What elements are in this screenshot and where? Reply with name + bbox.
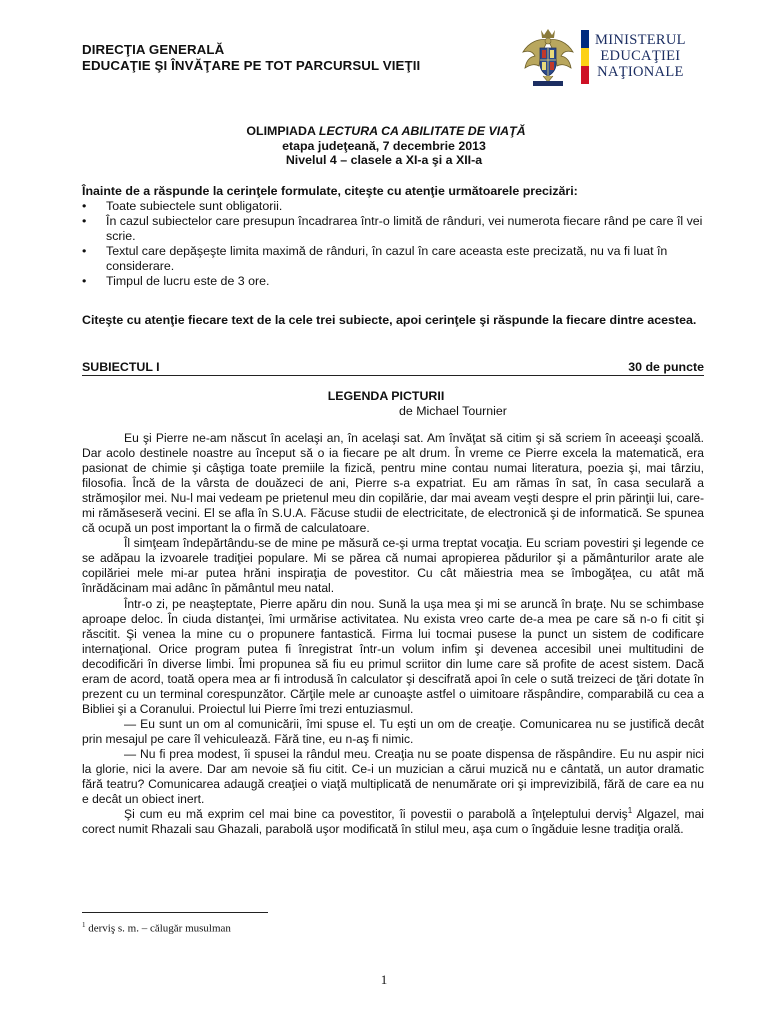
ministry-name-line-3: NAŢIONALE — [597, 64, 684, 80]
footnote-text: derviş s. m. – călugăr musulman — [85, 922, 231, 935]
olympiad-title: OLIMPIADA LECTURA CA ABILITATE DE VIAŢĂ — [246, 124, 526, 138]
list-item: • Textul care depăşeşte limita maximă de rânduri, în cazul în care aceasta este precizată, nu va fi luat în considerare. — [82, 244, 668, 273]
list-item: • În cazul subiectelor care presupun încadrarea într-o limită de rânduri, vei numerota fiecare rând pe care îl vei scrie. — [82, 214, 703, 243]
romanian-flag-icon — [581, 30, 589, 84]
bullet-icon: • — [82, 199, 87, 213]
bullet-icon: • — [82, 244, 87, 258]
text-author: de Michael Tournier — [399, 404, 507, 418]
footnote — [82, 918, 231, 936]
paragraph: — Eu sunt un om al comunicării, îmi spuse el. Tu eşti un om de creaţie. Comunicarea nu se justifică decât prin mesajul pe care îl vehiculează. Fără tine, eu n-aş fi nimic. — [82, 716, 704, 746]
ministry-name-line-2: EDUCAŢIEI — [600, 48, 681, 64]
reading-instruction: Citeşte cu atenţie fiecare text de la cele trei subiecte, apoi cerinţele şi răspunde la fiecare dintre acestea. — [82, 313, 697, 327]
paragraph: Într-o zi, pe neaşteptate, Pierre apăru din nou. Sună la uşa mea şi mi se aruncă în braţe. Nu se schimbase aproape deloc. În ciuda distanţei, îmi urmărise activitatea. Nu exista vreo carte de-a mea pe care să n-o fi citit şi răscitit. Şi venea la mine cu o propunere fantastică. Firma lui tocmai pusese la punct un sistem de codificare internaţional. Orice program putea fi înregistrat într-un volum infim şi devenea accesibil unei multitudini de decodificări în diverse limbi. Îmi propunea să fiu eu primul scriitor din lume care să profite de acest sistem. Dacă eram de acord, toată opera mea ar fi introdusă în calculator şi descifrată apoi în cele o sută treizeci de ţări dotate în prezent cu un terminal corespunzător. Cărţile mele ar cunoaşte astfel o uimitoare răspândire, comparabilă cu cea a Bibliei şi a Coranului. Proiectul lui Pierre îmi trezi entuziasmul. — [82, 596, 704, 716]
list-item: • Toate subiectele sunt obligatorii. — [82, 199, 283, 213]
bullet-icon: • — [82, 214, 87, 228]
paragraph: Îl simţeam îndepărtându-se de mine pe măsură ce-şi urma treptat vocaţia. Eu scriam povestiri şi legende ce se adăpau la izvoarele tradiţiei populare. Mi se părea că numai apropierea pădurilor şi a pământurilor arate ale copilăriei mele mi-ar putea hrăni inspiraţia de povestitor. Cu cât măiestria mea se îmbogăţea, cu atât mă înrădăcinam mai adânc în pământul meu natal. — [82, 536, 704, 596]
instructions-intro: Înainte de a răspunde la cerinţele formulate, citeşte cu atenţie următoarele precizări: — [82, 184, 578, 198]
paragraph: Eu şi Pierre ne-am născut în acelaşi an, în acelaşi sat. Am învăţat să citim şi să scriem în aceeaşi şcoală. Dar acolo destinele noastre au început să o ia fiecare pe alt drum. În vreme ce Pierre excela la matematică, era pasionat de chimie şi câştiga toate premiile la fizică, pentru mine contau numai literatura, poezia şi, mai târziu, filosofia. Încă de la vârsta de douăzeci de ani, Pierre s-a expatriat. Eu am rămas în sat, în casa seculară a strămoşilor mei. Nu-l mai vedeam pe prietenul meu din copilărie, dar mai aveam veşti despre el prin părinţii lui, care-mi rămăseseră vecini. El se afla în S.U.A. Făcuse studii de electricitate, de electronică şi de informatică. Se spunea că ocupă un post important la o firmă de calculatoare. — [82, 431, 704, 536]
instructions-list — [82, 199, 704, 289]
instructions — [82, 184, 704, 289]
stage-date: etapa judeţeană, 7 decembrie 2013 — [282, 138, 486, 153]
coat-of-arms-icon — [519, 26, 577, 88]
header-line-1: DIRECŢIA GENERALĂ — [82, 42, 225, 57]
paragraph: — Nu fi prea modest, îi spusei la rândul meu. Creaţia nu se poate dispensa de răspândire. Eu nu aspir nici la glorie, nici la avere. Dar am nevoie să fiu citit. Ce-i un muzician a cărui muzică nu e cântată, un autor dramatic fără teatru? Comunicarea adaugă creaţiei o viaţă multiplicată de nenumărate ori şi imprevizibilă, fără de care ea nu e decât un obiect inert. — [82, 746, 704, 807]
list-item: • Timpul de lucru este de 3 ore. — [82, 274, 270, 288]
ministry-logo — [519, 26, 715, 90]
paragraph: Şi cum eu mă exprim cel mai bine ca povestitor, îi povestii o parabolă a înţeleptului derviş$^1$ Algazel, mai corect numit Rhazali sau Ghazali, parabolă uşor modificată în stilul meu, aşa cum o îngăduie lesne tradiţia orală. — [82, 806, 704, 837]
subject-heading — [82, 360, 704, 376]
story-text — [82, 431, 704, 837]
ministry-directorate-header — [82, 42, 420, 74]
subject-points: 30 de puncte — [628, 360, 704, 374]
footnote-separator — [82, 912, 268, 913]
header-line-2: EDUCAŢIE ŞI ÎNVĂŢARE PE TOT PARCURSUL VIEŢII — [82, 58, 421, 73]
olympiad-title-block — [0, 124, 768, 168]
bullet-icon: • — [82, 274, 87, 288]
footnote-reference: 1 — [627, 806, 633, 816]
level-classes: Nivelul 4 – clasele a XI-a şi a XII-a — [285, 153, 483, 167]
text-title: LEGENDA PICTURII — [327, 389, 445, 403]
page-number: 1 — [380, 972, 388, 987]
footnote-mark: 1 — [82, 921, 86, 929]
ministry-name-line-1: MINISTERUL — [595, 32, 686, 48]
ministry-name — [595, 32, 686, 80]
subject-label: SUBIECTUL I — [82, 360, 160, 374]
